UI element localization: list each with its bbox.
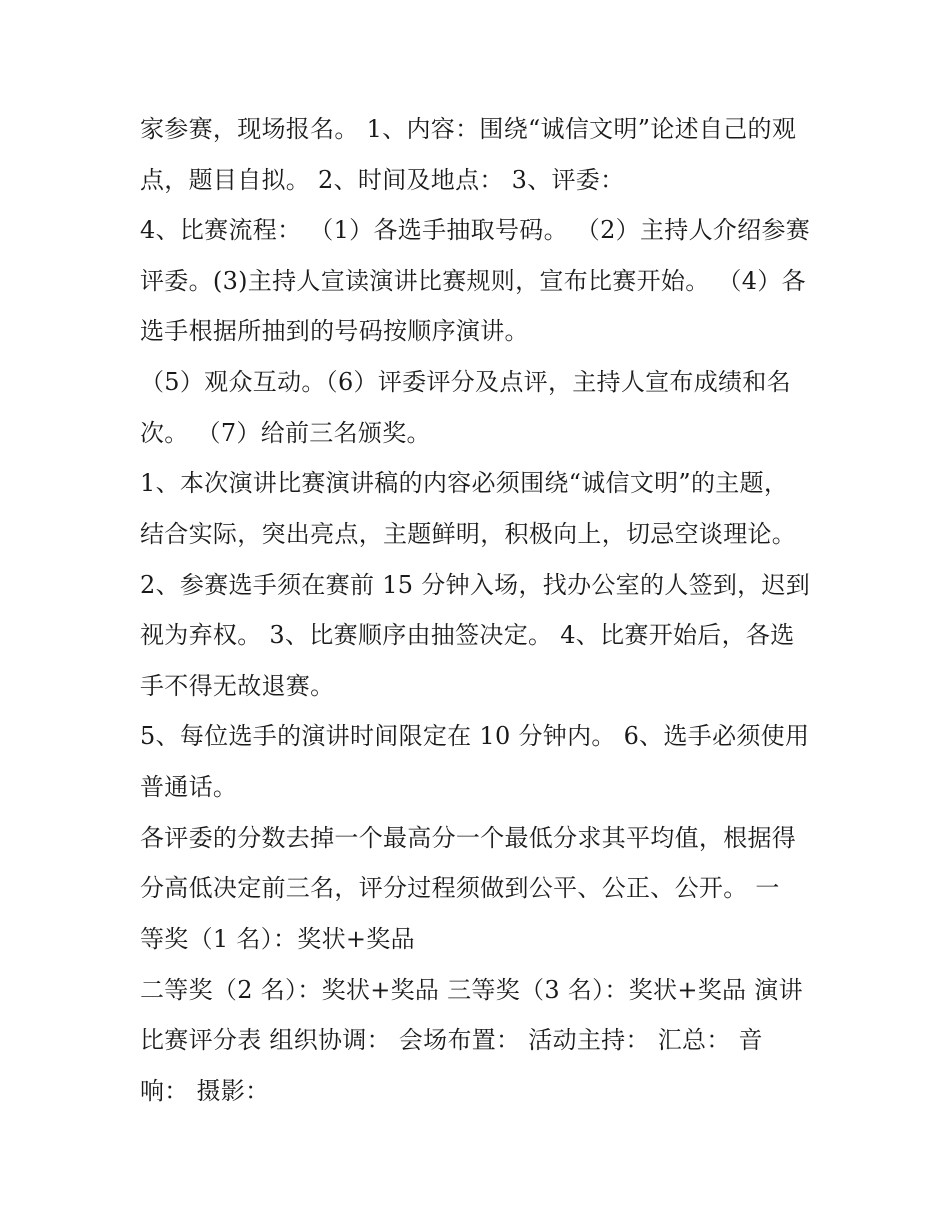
text-line: （5）观众互动。（6）评委评分及点评，主持人宣布成绩和名 <box>140 368 791 396</box>
text-line: 结合实际，突出亮点，主题鲜明，积极向上，切忌空谈理论。 <box>140 520 797 548</box>
text-line: 二等奖（2 名）：奖状+奖品 三等奖（3 名）：奖状+奖品 演讲 <box>140 976 803 1004</box>
text-line: 分高低决定前三名，评分过程须做到公平、公正、公开。 一 <box>140 874 780 902</box>
text-line: 评委。(3)主持人宣读演讲比赛规则，宣布比赛开始。 （4）各 <box>140 267 806 295</box>
text-line: 选手根据所抽到的号码按顺序演讲。 <box>140 317 529 345</box>
text-line: 次。 （7）给前三名颁奖。 <box>140 419 431 447</box>
text-line: 普通话。 <box>140 773 238 801</box>
text-line: 视为弃权。 3、比赛顺序由抽签决定。 4、比赛开始后，各选 <box>140 621 795 649</box>
text-line: 1、本次演讲比赛演讲稿的内容必须围绕“诚信文明”的主题， <box>140 469 789 497</box>
text-line: 手不得无故退赛。 <box>140 672 335 700</box>
text-line: 各评委的分数去掉一个最高分一个最低分求其平均值，根据得 <box>140 824 797 852</box>
text-line: 等奖（1 名）：奖状+奖品 <box>140 925 415 953</box>
text-line: 家参赛，现场报名。 1、内容：围绕“诚信文明”论述自己的观 <box>140 115 797 143</box>
text-line: 比赛评分表 组织协调： 会场布置： 活动主持： 汇总： 音 <box>140 1026 763 1054</box>
text-line: 5、每位选手的演讲时间限定在 10 分钟内。 6、选手必须使用 <box>140 722 810 750</box>
text-line: 点，题目自拟。 2、时间及地点： 3、评委： <box>140 166 625 194</box>
text-line: 响： 摄影： <box>140 1077 270 1105</box>
text-line: 2、参赛选手须在赛前 15 分钟入场，找办公室的人签到，迟到 <box>140 571 811 599</box>
text-line: 4、比赛流程： （1）各选手抽取号码。 （2）主持人介绍参赛 <box>140 216 811 244</box>
